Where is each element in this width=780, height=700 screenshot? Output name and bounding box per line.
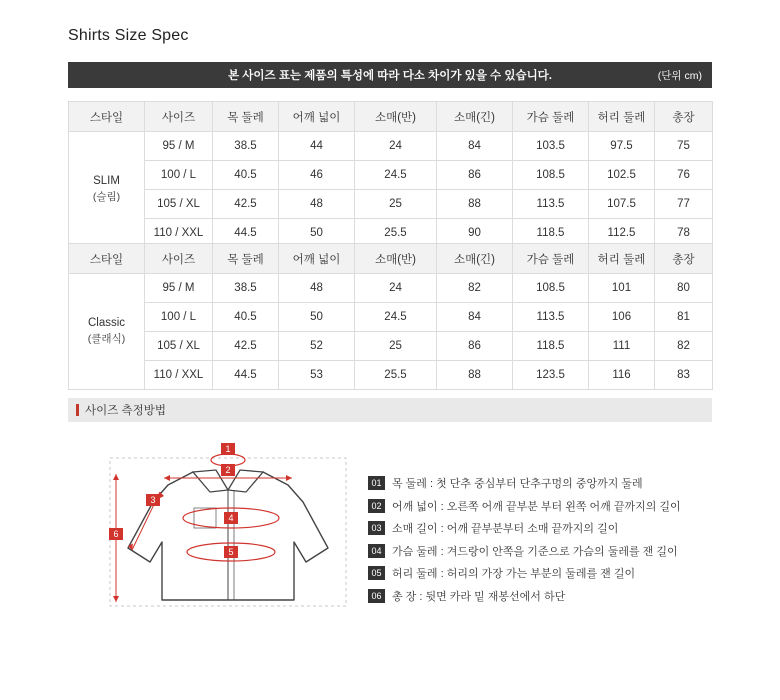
cell-shoulder: 53 — [279, 361, 355, 390]
cell-chest: 108.5 — [513, 274, 589, 303]
measure-legend — [368, 475, 708, 610]
col-size: 사이즈 — [145, 102, 213, 132]
table-row — [69, 332, 713, 361]
legend-number-badge: 02 — [368, 499, 385, 513]
marker-4 — [224, 512, 238, 524]
cell-size: 105 / XL — [145, 190, 213, 219]
cell-length: 77 — [655, 190, 713, 219]
cell-sleeve-long: 82 — [437, 274, 513, 303]
cell-chest: 103.5 — [513, 132, 589, 161]
col-shoulder: 어깨 넓이 — [279, 102, 355, 132]
cell-sleeve-long: 86 — [437, 161, 513, 190]
cell-shoulder: 48 — [279, 274, 355, 303]
cell-neck: 38.5 — [213, 274, 279, 303]
cell-shoulder: 52 — [279, 332, 355, 361]
table-row — [69, 303, 713, 332]
col-waist: 허리 둘레 — [589, 244, 655, 274]
cell-waist: 116 — [589, 361, 655, 390]
notice-bar — [68, 62, 712, 88]
legend-item — [368, 588, 708, 604]
legend-item — [368, 543, 708, 559]
col-sleeve-short: 소매(반) — [355, 102, 437, 132]
svg-text:3: 3 — [150, 495, 156, 505]
table-row — [69, 161, 713, 190]
cell-size: 110 / XXL — [145, 361, 213, 390]
cell-waist: 107.5 — [589, 190, 655, 219]
measure-heading-label: 사이즈 측정방법 — [85, 405, 166, 417]
cell-sleeve-short: 25 — [355, 332, 437, 361]
cell-size: 100 / L — [145, 161, 213, 190]
table-row — [69, 361, 713, 390]
marker-2 — [221, 464, 235, 476]
legend-text: 어깨 넓이 : 오른쪽 어깨 끝부분 부터 왼쪽 어깨 끝까지의 길이 — [392, 500, 681, 513]
cell-waist: 111 — [589, 332, 655, 361]
cell-chest: 118.5 — [513, 219, 589, 248]
cell-length: 83 — [655, 361, 713, 390]
col-chest: 가슴 둘레 — [513, 244, 589, 274]
svg-text:5: 5 — [228, 547, 234, 557]
cell-neck: 40.5 — [213, 161, 279, 190]
legend-item — [368, 498, 708, 514]
col-waist: 허리 둘레 — [589, 102, 655, 132]
cell-waist: 112.5 — [589, 219, 655, 248]
page-title: Shirts Size Spec — [68, 27, 189, 44]
legend-text: 가슴 둘레 : 겨드랑이 안쪽을 기준으로 가슴의 둘레를 잰 길이 — [392, 545, 678, 558]
svg-text:1: 1 — [225, 444, 231, 454]
shirt-diagram-icon — [98, 430, 358, 620]
legend-text: 목 둘레 : 첫 단추 중심부터 단추구멍의 중앙까지 둘레 — [392, 478, 643, 490]
legend-text: 총 장 : 뒷면 카라 밑 재봉선에서 하단 — [392, 590, 566, 603]
cell-chest: 118.5 — [513, 332, 589, 361]
marker-1 — [221, 443, 235, 455]
cell-chest: 123.5 — [513, 361, 589, 390]
svg-text:4: 4 — [228, 513, 234, 523]
cell-length: 82 — [655, 332, 713, 361]
style-sub: (슬림) — [92, 191, 121, 204]
cell-waist: 101 — [589, 274, 655, 303]
col-length: 총장 — [655, 102, 713, 132]
cell-length: 80 — [655, 274, 713, 303]
style-cell-slim — [69, 132, 145, 248]
cell-sleeve-long: 88 — [437, 361, 513, 390]
col-length: 총장 — [655, 244, 713, 274]
cell-neck: 38.5 — [213, 132, 279, 161]
legend-text: 허리 둘레 : 허리의 가장 가는 부분의 둘레를 잰 길이 — [392, 568, 636, 580]
cell-length: 78 — [655, 219, 713, 248]
col-sleeve-short: 소매(반) — [355, 244, 437, 274]
cell-sleeve-short: 25.5 — [355, 219, 437, 248]
cell-sleeve-short: 24.5 — [355, 161, 437, 190]
col-chest: 가슴 둘레 — [513, 102, 589, 132]
cell-sleeve-short: 25.5 — [355, 361, 437, 390]
marker-3 — [146, 494, 160, 506]
marker-5 — [224, 546, 238, 558]
table-header-row — [69, 102, 713, 132]
style-name: SLIM — [93, 175, 120, 187]
unit-label: (단위 cm) — [657, 69, 702, 82]
cell-length: 76 — [655, 161, 713, 190]
notice-text: 본 사이즈 표는 제품의 특성에 따라 다소 차이가 있을 수 있습니다. — [228, 70, 552, 82]
legend-item — [368, 565, 708, 581]
cell-neck: 44.5 — [213, 219, 279, 248]
legend-number-badge: 06 — [368, 589, 385, 603]
legend-item — [368, 475, 708, 491]
col-shoulder: 어깨 넓이 — [279, 244, 355, 274]
cell-shoulder: 50 — [279, 219, 355, 248]
cell-chest: 113.5 — [513, 303, 589, 332]
cell-chest: 113.5 — [513, 190, 589, 219]
style-name: Classic — [87, 317, 126, 329]
measure-section-heading — [68, 398, 712, 422]
cell-length: 81 — [655, 303, 713, 332]
cell-size: 95 / M — [145, 274, 213, 303]
marker-6 — [109, 528, 123, 540]
cell-shoulder: 48 — [279, 190, 355, 219]
table-header-row — [69, 244, 713, 274]
style-sub: (클래식) — [87, 333, 126, 346]
cell-shoulder: 50 — [279, 303, 355, 332]
cell-sleeve-short: 24.5 — [355, 303, 437, 332]
cell-sleeve-short: 24 — [355, 274, 437, 303]
measure-diagram-area — [68, 430, 712, 630]
cell-size: 105 / XL — [145, 332, 213, 361]
svg-text:6: 6 — [113, 529, 119, 539]
col-neck: 목 둘레 — [213, 102, 279, 132]
cell-size: 100 / L — [145, 303, 213, 332]
cell-neck: 42.5 — [213, 190, 279, 219]
cell-sleeve-long: 90 — [437, 219, 513, 248]
table-row — [69, 190, 713, 219]
legend-item — [368, 520, 708, 536]
legend-number-badge: 03 — [368, 521, 385, 535]
cell-shoulder: 46 — [279, 161, 355, 190]
cell-sleeve-short: 25 — [355, 190, 437, 219]
cell-shoulder: 44 — [279, 132, 355, 161]
col-sleeve-long: 소매(긴) — [437, 244, 513, 274]
cell-size: 95 / M — [145, 132, 213, 161]
col-size: 사이즈 — [145, 244, 213, 274]
table-row — [69, 132, 713, 161]
cell-sleeve-short: 24 — [355, 132, 437, 161]
cell-sleeve-long: 86 — [437, 332, 513, 361]
cell-chest: 108.5 — [513, 161, 589, 190]
cell-neck: 40.5 — [213, 303, 279, 332]
cell-size: 110 / XXL — [145, 219, 213, 248]
size-table-classic — [68, 243, 713, 390]
accent-bar-icon — [76, 404, 79, 416]
cell-sleeve-long: 88 — [437, 190, 513, 219]
col-sleeve-long: 소매(긴) — [437, 102, 513, 132]
svg-text:2: 2 — [225, 465, 231, 475]
table-row — [69, 274, 713, 303]
cell-neck: 42.5 — [213, 332, 279, 361]
cell-waist: 102.5 — [589, 161, 655, 190]
size-table-slim — [68, 101, 713, 248]
col-neck: 목 둘레 — [213, 244, 279, 274]
cell-neck: 44.5 — [213, 361, 279, 390]
col-style: 스타일 — [69, 102, 145, 132]
cell-sleeve-long: 84 — [437, 303, 513, 332]
cell-sleeve-long: 84 — [437, 132, 513, 161]
legend-number-badge: 04 — [368, 544, 385, 558]
style-cell-classic — [69, 274, 145, 390]
legend-number-badge: 05 — [368, 566, 385, 580]
legend-number-badge: 01 — [368, 476, 385, 490]
cell-waist: 106 — [589, 303, 655, 332]
col-style: 스타일 — [69, 244, 145, 274]
cell-length: 75 — [655, 132, 713, 161]
legend-text: 소매 길이 : 어깨 끝부분부터 소매 끝까지의 길이 — [392, 523, 619, 535]
cell-waist: 97.5 — [589, 132, 655, 161]
